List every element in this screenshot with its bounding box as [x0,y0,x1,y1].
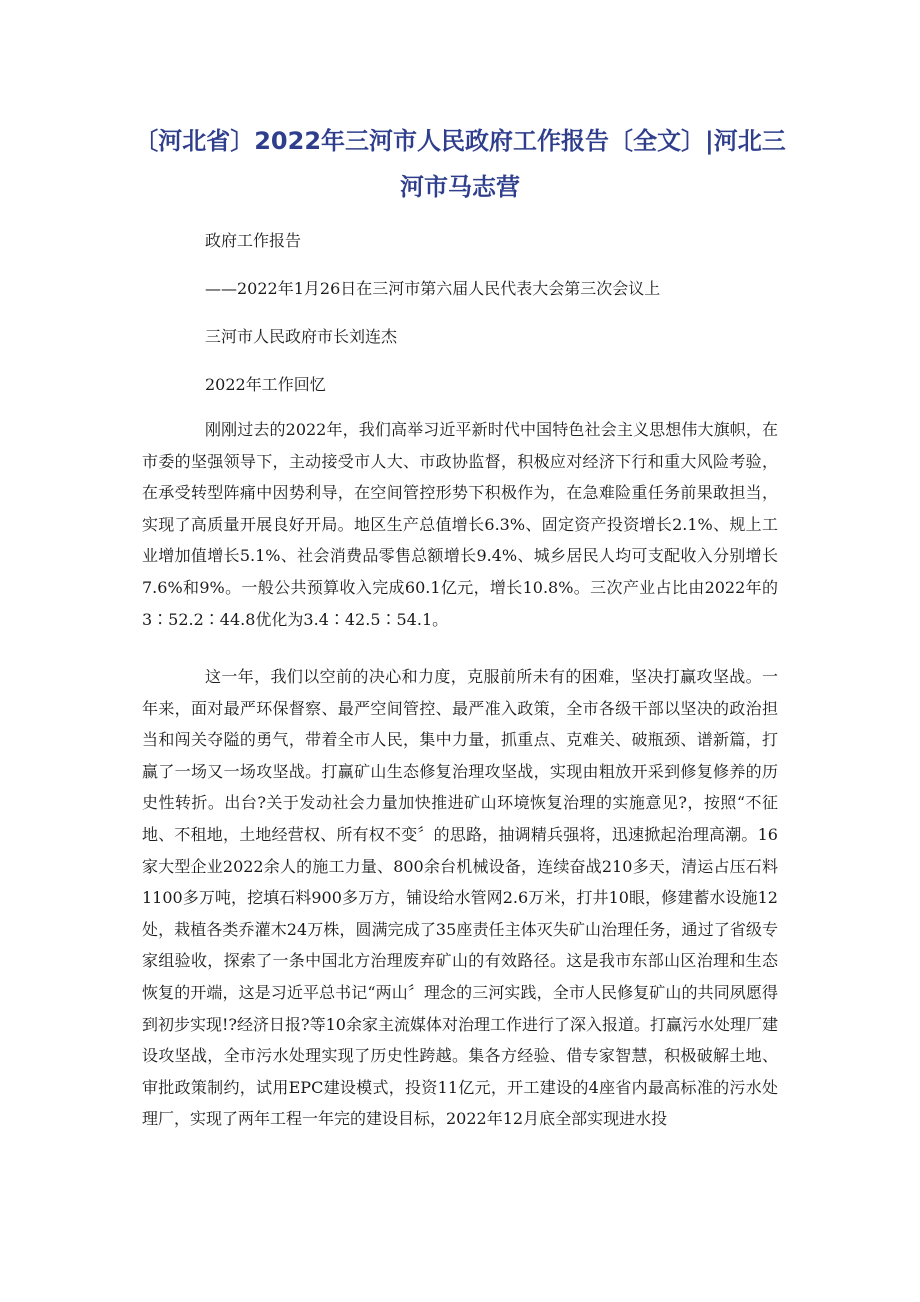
report-subtitle: 政府工作报告 [205,231,302,250]
section-heading: 2022年工作回忆 [205,375,326,394]
speaker-line: 三河市人民政府市长刘连杰 [205,327,398,346]
body-paragraph-2: 这一年，我们以空前的决心和力度，克服前所未有的困难，坚决打赢攻坚战。一年来，面对最严环保督察、最严空间管控、最严准入政策，全市各级干部以坚决的政治担当和闯关夺隘的勇气，带着全市人民，集中力量，抓重点、克难关、破瓶颈、谱新篇，打赢了一场又一场攻坚战。打赢矿山生态修复治理攻坚战，实现由粗放开采到修复修养的历史性转折。出台?关于发动社会力量加快推进矿山环境恢复治理的实施意见?，按照“不征地、不租地，土地经营权、所有权不变〞的思路，抽调精兵强将，迅速掀起治理高潮。16家大型企业2022余人的施工力量、800余台机械设备，连续奋战210多天，清运占压石料1100多万吨，挖填石料900多万方，铺设给水管网2.6万米，打井10眼，修建蓄水设施12处，栽植各类乔灌木24万株，圆满完成了35座责任主体灭失矿山治理任务，通过了省级专家组验收，探索了一条中国北方治理废弃矿山的有效路径。这是我市东部山区治理和生态恢复的开端，这是习近平总书记“两山〞理念的三河实践，全市人民修复矿山的共同夙愿得到初步实现!?经济日报?等10余家主流媒体对治理工作进行了深入报道。打赢污水处理厂建设攻坚战，全市污水处理实现了历史性跨越。集各方经验、借专家智慧，积极破解土地、审批政策制约，试用EPC建设模式，投资11亿元，开工建设的4座省内最高标准的污水处理厂，实现了两年工程一年完的建设目标，2022年12月底全部实现进水投 [142,667,778,1129]
document-title: 〔河北省〕2022年三河市人民政府工作报告〔全文〕|河北三河市马志营 [134,127,786,201]
body-paragraph-1: 刚刚过去的2022年，我们高举习近平新时代中国特色社会主义思想伟大旗帜，在市委的坚强领导下，主动接受市人大、市政协监督，积极应对经济下行和重大风险考验，在承受转型阵痛中因势利导，在空间管控形势下积极作为，在急难险重任务前果敢担当，实现了高质量开展良好开局。地区生产总值增长6.3%、固定资产投资增长2.1%、规上工业增加值增长5.1%、社会消费品零售总额增长9.4%、城乡居民人均可支配收入分别增长7.6%和9%。一般公共预算收入完成60.1亿元，增长10.8%。三次产业占比由2022年的3∶52.2∶44.8优化为3.4∶42.5∶54.1。 [142,420,778,629]
meeting-line: ——2022年1月26日在三河市第六届人民代表大会第三次会议上 [205,279,661,298]
